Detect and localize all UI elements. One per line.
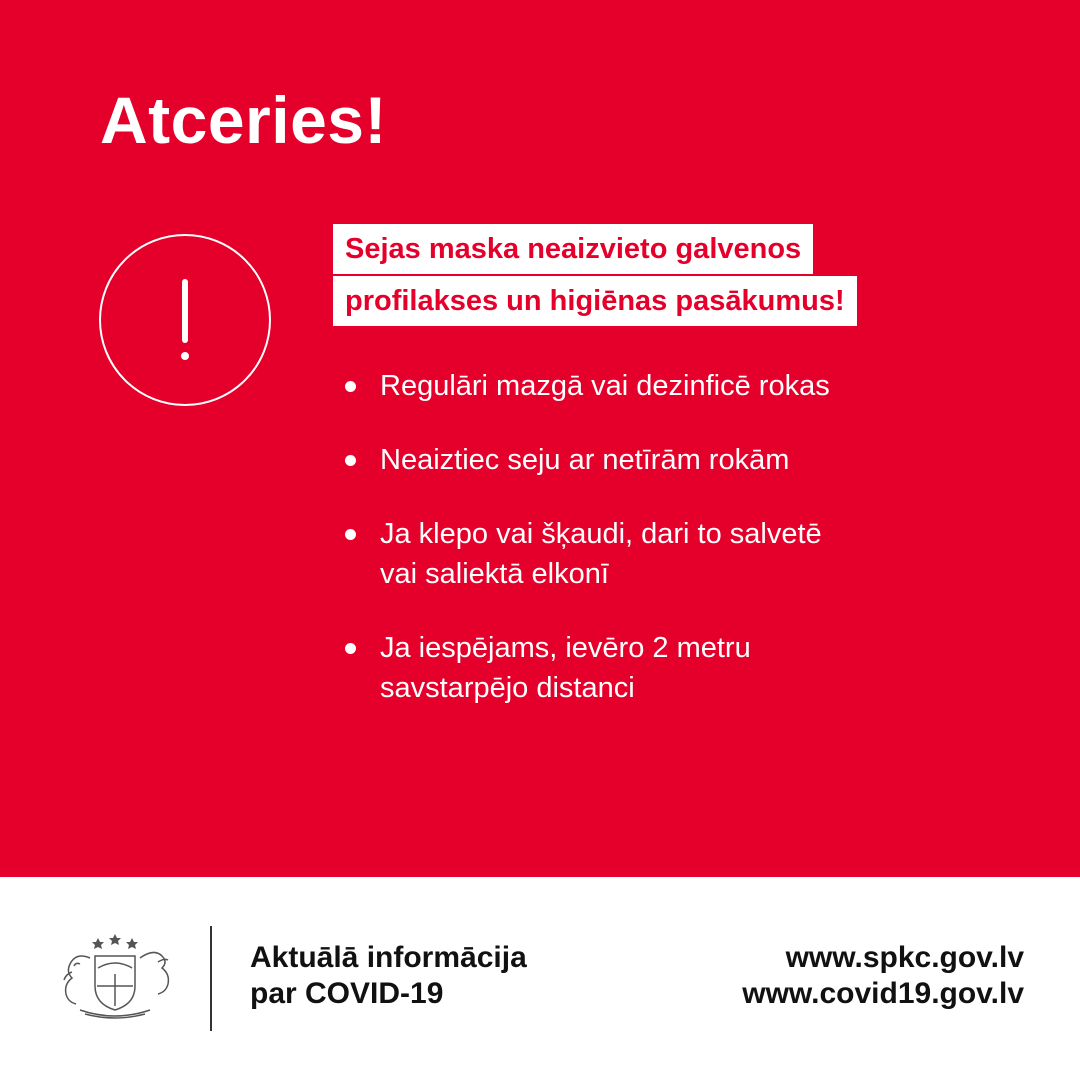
coat-of-arms-logo bbox=[50, 928, 180, 1028]
list-item bbox=[345, 366, 985, 406]
list-item-text: Ja iespējams, ievēro 2 metru bbox=[380, 632, 751, 664]
list-item-text: Regulāri mazgā vai dezinficē rokas bbox=[380, 370, 830, 402]
list-item-text: Neaiztiec seju ar netīrām rokām bbox=[380, 444, 790, 476]
footer-link-spkc[interactable]: www.spkc.gov.lv bbox=[785, 941, 1024, 974]
list-item bbox=[345, 514, 985, 594]
advice-list bbox=[345, 366, 985, 742]
footer-info bbox=[250, 940, 527, 1012]
list-item-text: vai saliektā elkonī bbox=[380, 558, 609, 590]
list-item bbox=[345, 440, 985, 480]
footer-divider bbox=[210, 926, 212, 1031]
list-item bbox=[345, 628, 985, 708]
headline-line: Sejas maska neaizvieto galvenos bbox=[333, 224, 813, 274]
bullet-dot bbox=[345, 455, 356, 466]
exclamation-circle-icon bbox=[99, 234, 271, 406]
headline bbox=[333, 224, 857, 328]
bullet-dot bbox=[345, 643, 356, 654]
bullet-dot bbox=[345, 381, 356, 392]
footer-links bbox=[742, 940, 1024, 1012]
bullet-dot bbox=[345, 529, 356, 540]
page-title: Atceries! bbox=[100, 83, 387, 157]
list-item-text: savstarpējo distanci bbox=[380, 672, 635, 704]
headline-line: profilakses un higiēnas pasākumus! bbox=[333, 276, 857, 326]
footer-link-covid19[interactable]: www.covid19.gov.lv bbox=[742, 977, 1024, 1010]
footer-info-line: Aktuālā informācija bbox=[250, 941, 527, 974]
footer-info-line: par COVID-19 bbox=[250, 977, 444, 1010]
list-item-text: Ja klepo vai šķaudi, dari to salvetē bbox=[380, 518, 822, 550]
